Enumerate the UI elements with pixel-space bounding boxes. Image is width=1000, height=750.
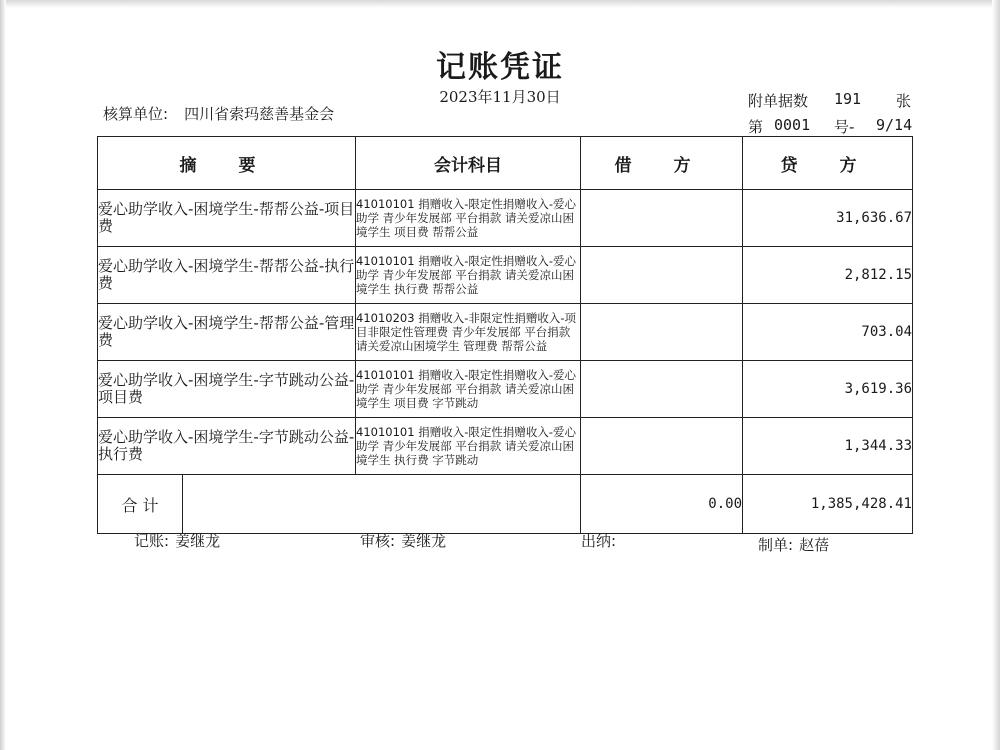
voucher-page: 9/14: [876, 116, 913, 134]
cashier-label: 出纳:: [581, 532, 617, 550]
total-credit: 1,385,428.41: [743, 475, 913, 534]
signature-cashier: [581, 530, 622, 551]
document-title: 记账凭证: [436, 50, 564, 85]
row-debit: [581, 418, 743, 475]
row-credit: 703.04: [743, 304, 913, 361]
voucher-table: [97, 136, 913, 534]
row-credit: 1,344.33: [743, 418, 913, 475]
total-label: 合 计: [98, 475, 183, 533]
voucher-number: [748, 116, 918, 138]
bookkeeper-label: 记账:: [134, 532, 170, 550]
voucher-prefix: 第: [748, 118, 764, 136]
row-credit: 3,619.36: [743, 361, 913, 418]
accounting-unit-value: 四川省索玛慈善基金会: [184, 105, 335, 123]
table-row: [98, 190, 913, 247]
row-debit: [581, 190, 743, 247]
header-credit: 贷 方: [743, 137, 913, 190]
total-row: [98, 475, 913, 534]
bookkeeper-name: 姜继龙: [175, 532, 221, 550]
table-row: [98, 418, 913, 475]
attachment-unit: 张: [896, 92, 912, 110]
voucher-date: 2023年11月30日: [439, 88, 561, 106]
row-summary: 爱心助学收入-困境学生-帮帮公益-项目费: [98, 190, 356, 247]
row-credit: 2,812.15: [743, 247, 913, 304]
preparer-name: 赵蓓: [799, 536, 830, 554]
header-subject: 会计科目: [356, 137, 581, 190]
row-subject: 41010101 捐赠收入-限定性捐赠收入-爱心助学 青少年发展部 平台捐款 请关爱凉山困境学生 项目费 字节跳动: [356, 361, 581, 418]
scan-edge-right: [992, 0, 1000, 750]
scan-edge-top: [0, 0, 1000, 8]
row-subject: 41010101 捐赠收入-限定性捐赠收入-爱心助学 青少年发展部 平台捐款 请关爱凉山困境学生 执行费 帮帮公益: [356, 247, 581, 304]
row-subject: 41010101 捐赠收入-限定性捐赠收入-爱心助学 青少年发展部 平台捐款 请关爱凉山困境学生 执行费 字节跳动: [356, 418, 581, 475]
signature-reviewer: [360, 530, 446, 551]
voucher-suffix: 号-: [834, 118, 855, 136]
signature-bookkeeper: [134, 530, 220, 551]
reviewer-label: 审核:: [360, 532, 396, 550]
accounting-unit: [103, 103, 334, 124]
scan-edge-left: [0, 0, 6, 750]
table-row: [98, 361, 913, 418]
row-summary: 爱心助学收入-困境学生-帮帮公益-管理费: [98, 304, 356, 361]
attachment-count: [748, 90, 913, 112]
table-header-row: [98, 137, 913, 190]
total-debit: 0.00: [581, 475, 743, 534]
row-summary: 爱心助学收入-困境学生-字节跳动公益-执行费: [98, 418, 356, 475]
row-subject: 41010203 捐赠收入-非限定性捐赠收入-项目非限定性管理费 青少年发展部 平台捐款 请关爱凉山困境学生 管理费 帮帮公益: [356, 304, 581, 361]
voucher-number-value: 0001: [774, 116, 811, 134]
signature-preparer: [758, 534, 829, 555]
row-debit: [581, 247, 743, 304]
row-credit: 31,636.67: [743, 190, 913, 247]
accounting-unit-label: 核算单位:: [103, 105, 169, 123]
table-row: [98, 304, 913, 361]
table-row: [98, 247, 913, 304]
row-debit: [581, 361, 743, 418]
attachment-number: 191: [834, 90, 862, 108]
header-summary: 摘 要: [98, 137, 356, 190]
row-summary: 爱心助学收入-困境学生-帮帮公益-执行费: [98, 247, 356, 304]
header-debit: 借 方: [581, 137, 743, 190]
row-subject: 41010101 捐赠收入-限定性捐赠收入-爱心助学 青少年发展部 平台捐款 请关爱凉山困境学生 项目费 帮帮公益: [356, 190, 581, 247]
preparer-label: 制单:: [758, 536, 794, 554]
row-debit: [581, 304, 743, 361]
total-label-cell: [98, 475, 581, 534]
reviewer-name: 姜继龙: [401, 532, 447, 550]
row-summary: 爱心助学收入-困境学生-字节跳动公益-项目费: [98, 361, 356, 418]
attachment-label: 附单据数: [748, 92, 809, 110]
